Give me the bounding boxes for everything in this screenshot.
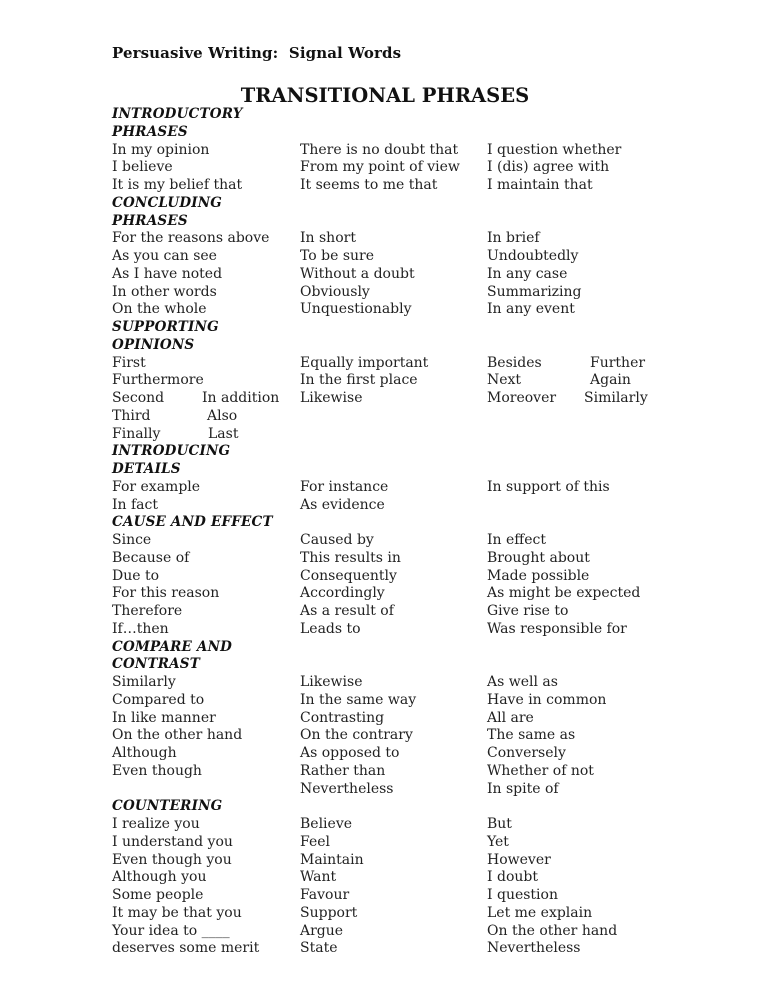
cell: Give rise to — [487, 603, 569, 619]
cell: As opposed to — [300, 745, 400, 761]
cell: Last — [208, 425, 239, 442]
cell: Unquestionably — [300, 301, 412, 318]
cell: Some people — [112, 887, 204, 903]
cell: In brief — [487, 230, 540, 247]
cell: There is no doubt that — [300, 141, 459, 158]
table-row — [112, 887, 672, 905]
cell: If…then — [112, 620, 169, 637]
cell: Finally — [112, 425, 161, 442]
cell: I believe — [112, 159, 173, 176]
cell: First — [112, 354, 146, 371]
cell: Similarly — [584, 390, 648, 406]
cell: For the reasons above — [112, 230, 270, 247]
heading-line: CONCLUDING — [112, 194, 223, 211]
cell: As evidence — [300, 496, 385, 513]
table-row — [112, 745, 672, 763]
cell: From my point of view — [300, 159, 460, 176]
section-heading-supporting — [112, 337, 672, 355]
cell: deserves some merit — [112, 940, 260, 957]
cell: Believe — [300, 816, 353, 832]
table-row — [112, 532, 672, 550]
cell: On the other hand — [487, 922, 618, 939]
cell: However — [487, 851, 551, 868]
table-row — [112, 372, 672, 390]
cell: On the whole — [112, 301, 207, 318]
heading-line: SUPPORTING — [112, 319, 219, 335]
table-row — [112, 869, 672, 887]
section-heading-introductory — [112, 106, 672, 124]
cell: Second — [112, 390, 165, 406]
cell: I maintain that — [487, 177, 593, 193]
table-row — [112, 816, 672, 834]
cell: Again — [590, 372, 631, 389]
cell: State — [300, 940, 338, 957]
section-heading-introducing-details — [112, 443, 672, 461]
cell: Because of — [112, 549, 190, 566]
cell: As might be expected — [487, 585, 641, 602]
cell: Third — [112, 407, 151, 424]
table-row — [112, 763, 672, 781]
cell: Whether of not — [487, 762, 594, 779]
cell: Undoubtedly — [487, 248, 579, 264]
heading-line: DETAILS — [112, 461, 181, 477]
table-row — [112, 266, 672, 284]
cell: Support — [300, 904, 358, 921]
cell: Similarly — [112, 674, 176, 690]
heading-line: OPINIONS — [112, 336, 195, 353]
cell: In support of this — [487, 478, 610, 495]
cell: In my opinion — [112, 141, 210, 158]
cell: Furthermore — [112, 372, 204, 389]
cell: Accordingly — [300, 585, 385, 602]
table-row — [112, 834, 672, 852]
table-row — [112, 674, 672, 692]
cell: Due to — [112, 567, 160, 584]
cell: Conversely — [487, 745, 566, 761]
table-row — [112, 355, 672, 373]
cell: Nevertheless — [300, 780, 394, 797]
cell: Caused by — [300, 532, 374, 548]
cell: The same as — [487, 727, 576, 744]
cell: Contrasting — [300, 709, 385, 726]
cell: I doubt — [487, 869, 538, 886]
table-row — [112, 177, 672, 195]
cell: Likewise — [300, 390, 363, 406]
table-row — [112, 781, 672, 799]
cell: Since — [112, 532, 152, 548]
heading-line: COMPARE AND — [112, 638, 233, 655]
table-row — [112, 692, 672, 710]
table-row — [112, 408, 672, 426]
table-row — [112, 390, 672, 408]
cell: In effect — [487, 532, 546, 548]
cell: Obviously — [300, 283, 370, 300]
heading-line: PHRASES — [112, 212, 188, 229]
cell: I understand you — [112, 833, 233, 850]
table-row — [112, 301, 672, 319]
heading-line: INTRODUCING — [112, 443, 231, 460]
cell: Next — [487, 372, 522, 389]
section-heading-introductory — [112, 124, 672, 142]
cell: Was responsible for — [487, 620, 627, 637]
cell: Likewise — [300, 674, 363, 690]
cell: Rather than — [300, 762, 386, 779]
table-row — [112, 550, 672, 568]
cell: For instance — [300, 478, 389, 495]
cell: Your idea to ____ — [112, 922, 230, 939]
cell: It is my belief that — [112, 177, 243, 193]
table-row — [112, 585, 672, 603]
table-row — [112, 923, 672, 941]
cell: Yet — [487, 833, 509, 850]
section-heading-concluding — [112, 195, 672, 213]
cell: In spite of — [487, 780, 559, 797]
section-heading-cause-effect — [112, 514, 672, 532]
cell: Further — [590, 354, 646, 371]
cell: For this reason — [112, 585, 220, 602]
cell: Feel — [300, 833, 330, 850]
cell: I (dis) agree with — [487, 159, 610, 176]
table-row — [112, 479, 672, 497]
cell: Although — [112, 745, 177, 761]
table-row — [112, 230, 672, 248]
cell: As a result of — [300, 603, 394, 619]
cell: Nevertheless — [487, 940, 581, 957]
cell: I question — [487, 887, 558, 903]
heading-line: INTRODUCTORY — [112, 106, 243, 122]
cell: It seems to me that — [300, 177, 438, 193]
cell: Summarizing — [487, 283, 582, 300]
heading-line: PHRASES — [112, 123, 188, 140]
cell: In any case — [487, 265, 568, 282]
cell: Let me explain — [487, 904, 593, 921]
cell: Argue — [300, 922, 344, 939]
cell: Even though you — [112, 851, 232, 868]
table-row — [112, 426, 672, 444]
cell: Favour — [300, 887, 350, 903]
cell: In short — [300, 230, 356, 247]
cell: Maintain — [300, 851, 364, 868]
cell: On the contrary — [300, 727, 413, 744]
cell: Therefore — [112, 603, 183, 619]
cell: I realize you — [112, 816, 200, 832]
section-heading-concluding — [112, 213, 672, 231]
table-row — [112, 142, 672, 160]
cell: For example — [112, 478, 201, 495]
cell: Consequently — [300, 567, 397, 584]
cell: Even though — [112, 762, 202, 779]
cell: Leads to — [300, 620, 361, 637]
table-row — [112, 940, 672, 958]
table-row — [112, 727, 672, 745]
table-row — [112, 621, 672, 639]
table-row — [112, 159, 672, 177]
table-row — [112, 497, 672, 515]
cell: I question whether — [487, 141, 622, 158]
cell: It may be that you — [112, 904, 242, 921]
cell: But — [487, 816, 512, 832]
section-heading-supporting — [112, 319, 672, 337]
cell: On the other hand — [112, 727, 243, 744]
cell: Moreover — [487, 390, 557, 406]
main-heading — [0, 84, 768, 107]
main-heading-text: TRANSITIONAL PHRASES — [240, 84, 530, 107]
cell: Have in common — [487, 691, 607, 708]
table-row — [112, 710, 672, 728]
cell: In the same way — [300, 691, 417, 708]
cell: Compared to — [112, 691, 205, 708]
phrases-table — [112, 106, 672, 958]
cell: As well as — [487, 674, 558, 690]
cell: To be sure — [300, 248, 375, 264]
table-row — [112, 603, 672, 621]
cell: Besides — [487, 354, 542, 371]
cell: In other words — [112, 283, 217, 300]
document-title: Persuasive Writing: Signal Words — [112, 44, 402, 62]
cell: As I have noted — [112, 265, 223, 282]
cell: Brought about — [487, 549, 590, 566]
cell: As you can see — [112, 248, 217, 264]
cell: In like manner — [112, 709, 216, 726]
cell: This results in — [300, 549, 401, 566]
cell: All are — [487, 709, 534, 726]
table-row — [112, 852, 672, 870]
heading-line: CAUSE AND EFFECT — [112, 514, 273, 531]
table-row — [112, 568, 672, 586]
cell: Also — [207, 407, 238, 424]
section-heading-introducing-details — [112, 461, 672, 479]
cell: Made possible — [487, 567, 590, 584]
table-row — [112, 284, 672, 302]
cell: In addition — [202, 390, 280, 406]
heading-line: CONTRAST — [112, 656, 200, 673]
cell: Although you — [112, 869, 207, 886]
table-row — [112, 905, 672, 923]
cell: In any event — [487, 301, 575, 318]
section-heading-countering — [112, 798, 672, 816]
section-heading-compare-contrast — [112, 639, 672, 657]
cell: Want — [300, 869, 337, 886]
cell: Equally important — [300, 354, 429, 371]
heading-line: COUNTERING — [112, 798, 223, 815]
table-row — [112, 248, 672, 266]
cell: Without a doubt — [300, 265, 415, 282]
cell: In the first place — [300, 372, 418, 389]
section-heading-compare-contrast — [112, 656, 672, 674]
cell: In fact — [112, 496, 158, 513]
